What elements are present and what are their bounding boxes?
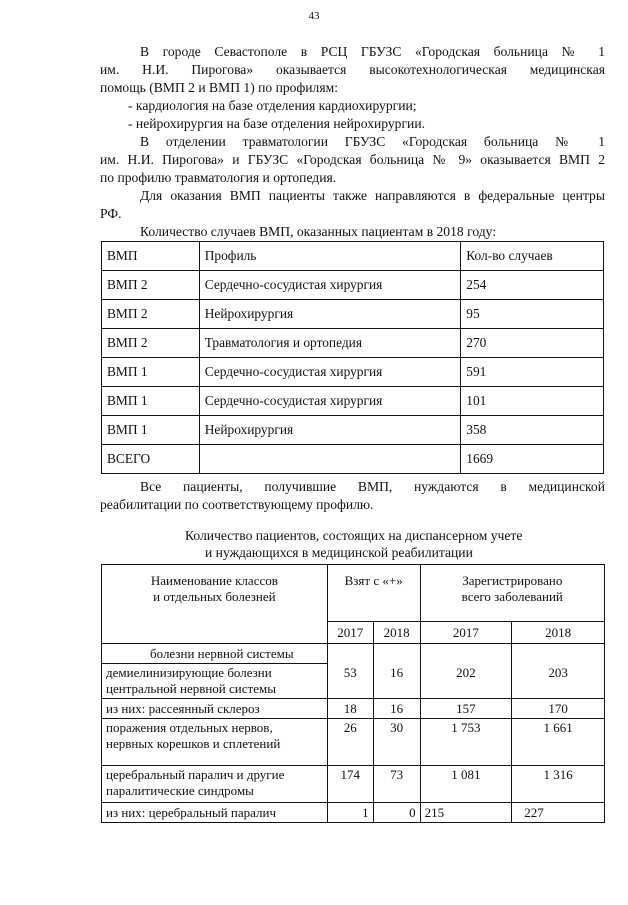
row-name: из них: церебральный паралич xyxy=(102,803,328,823)
table-row xyxy=(102,387,604,416)
dispensary-table xyxy=(101,564,605,823)
table-cell: ВСЕГО xyxy=(102,445,200,474)
value-cell: 1 316 xyxy=(512,766,605,803)
table-header-row xyxy=(102,565,605,622)
table-row xyxy=(102,803,605,823)
value-cell: 16 xyxy=(373,664,420,699)
table-row xyxy=(102,271,604,300)
table1-caption: Количество случаев ВМП, оказанных пациентам в 2018 году: xyxy=(140,224,497,239)
value-cell: 1 753 xyxy=(420,719,512,766)
header-cell: Кол-во случаев xyxy=(461,242,604,271)
table-row xyxy=(102,329,604,358)
table-cell: ВМП 1 xyxy=(102,358,200,387)
table-cell: 101 xyxy=(461,387,604,416)
vmp-cases-table xyxy=(101,241,604,474)
header-name-line1: Наименование классов xyxy=(150,573,278,588)
value-cell: 1 xyxy=(327,803,373,823)
value-cell: 16 xyxy=(373,699,420,719)
table-cell: ВМП 2 xyxy=(102,271,200,300)
para2-line3: по профилю травматология и ортопедия. xyxy=(100,170,337,185)
row-name xyxy=(102,664,328,699)
table2-caption-line2: и нуждающихся в медицинской реабилитации xyxy=(205,545,473,560)
table-cell: Нейрохирургия xyxy=(199,300,461,329)
year-cell: 2017 xyxy=(420,622,512,644)
table-row xyxy=(102,416,604,445)
para3-line1: Для оказания ВМП пациенты также направляются в федеральные центры xyxy=(140,188,605,203)
para4-line2: реабилитации по соответствующему профилю. xyxy=(100,497,374,512)
table-row xyxy=(102,766,605,803)
table-row xyxy=(102,664,605,699)
row-name-line2: паралитические синдромы xyxy=(106,783,254,798)
para4-line1: Все пациенты, получившие ВМП, нуждаются в медицинской xyxy=(140,479,605,494)
para1-line5: - нейрохирургия на базе отделения нейрохирургии. xyxy=(128,116,425,131)
table-cell: Нейрохирургия xyxy=(199,416,461,445)
header-group-taken: Взят с «+» xyxy=(327,565,420,622)
header-registered-line2: всего заболеваний xyxy=(461,589,563,604)
value-cell: 53 xyxy=(327,664,373,699)
table-cell: ВМП 1 xyxy=(102,387,200,416)
value-cell: 26 xyxy=(327,719,373,766)
header-cell: ВМП xyxy=(102,242,200,271)
table-cell: 95 xyxy=(461,300,604,329)
value-cell: 202 xyxy=(420,664,512,699)
value-cell: 18 xyxy=(327,699,373,719)
para2-line1: В отделении травматологии ГБУЗС «Городская больница № 1 xyxy=(140,134,605,149)
row-name-line2: центральной нервной системы xyxy=(106,681,276,696)
table-row xyxy=(102,719,605,766)
table-cell: 591 xyxy=(461,358,604,387)
header-name-line2: и отдельных болезней xyxy=(153,589,276,604)
table-section-row xyxy=(102,644,605,664)
table2-caption-line1: Количество пациентов, состоящих на диспансерном учете xyxy=(185,528,523,543)
table-cell: Сердечно-сосудистая хирургия xyxy=(199,358,461,387)
value-cell: 174 xyxy=(327,766,373,803)
value-cell: 157 xyxy=(420,699,512,719)
table-cell: Сердечно-сосудистая хирургия xyxy=(199,387,461,416)
value-cell: 30 xyxy=(373,719,420,766)
value-cell: 73 xyxy=(373,766,420,803)
header-group-registered xyxy=(420,565,604,622)
value-cell: 203 xyxy=(512,664,605,699)
value-cell: 0 xyxy=(373,803,420,823)
value-cell: 1 661 xyxy=(512,719,605,766)
header-registered-line1: Зарегистрировано xyxy=(462,573,563,588)
table-cell: 254 xyxy=(461,271,604,300)
table-cell: 1669 xyxy=(461,445,604,474)
value-cell: 170 xyxy=(512,699,605,719)
para1-line4: - кардиология на базе отделения кардиохирургии; xyxy=(128,98,417,113)
year-cell: 2017 xyxy=(327,622,373,644)
table-header-row xyxy=(102,242,604,271)
para1-line2: им. Н.И. Пирогова» оказывается высокотехнологическая медицинская xyxy=(100,62,605,77)
header-cell xyxy=(102,565,328,644)
table-row xyxy=(102,300,604,329)
table-cell xyxy=(199,445,461,474)
row-name xyxy=(102,719,328,766)
row-name-line1: поражения отдельных нервов, xyxy=(106,720,273,735)
value-cell: 227 xyxy=(512,803,605,823)
row-name xyxy=(102,766,328,803)
section-title: болезни нервной системы xyxy=(102,644,328,664)
table-cell: ВМП 2 xyxy=(102,329,200,358)
row-name: из них: рассеянный склероз xyxy=(102,699,328,719)
table-total-row xyxy=(102,445,604,474)
table-cell: 358 xyxy=(461,416,604,445)
table-row xyxy=(102,699,605,719)
row-name-line1: церебральный паралич и другие xyxy=(106,767,285,782)
year-cell: 2018 xyxy=(373,622,420,644)
table-row xyxy=(102,358,604,387)
row-name-line1: демиелинизирующие болезни xyxy=(106,665,272,680)
header-cell: Профиль xyxy=(199,242,461,271)
para3-line2: РФ. xyxy=(100,206,122,221)
table-cell: ВМП 2 xyxy=(102,300,200,329)
para1-line3: помощь (ВМП 2 и ВМП 1) по профилям: xyxy=(100,80,338,95)
table-cell: Травматология и ортопедия xyxy=(199,329,461,358)
para2-line2: им. Н.И. Пирогова» и ГБУЗС «Городская больница № 9» оказывается ВМП 2 xyxy=(100,152,605,167)
page-number: 43 xyxy=(308,10,320,22)
para1-line1: В городе Севастополе в РСЦ ГБУЗС «Городская больница № 1 xyxy=(140,44,605,59)
table-cell: ВМП 1 xyxy=(102,416,200,445)
table-cell: Сердечно-сосудистая хирургия xyxy=(199,271,461,300)
table-cell: 270 xyxy=(461,329,604,358)
value-cell: 215 xyxy=(420,803,512,823)
value-cell: 1 081 xyxy=(420,766,512,803)
year-cell: 2018 xyxy=(512,622,605,644)
row-name-line2: нервных корешков и сплетений xyxy=(106,736,281,751)
